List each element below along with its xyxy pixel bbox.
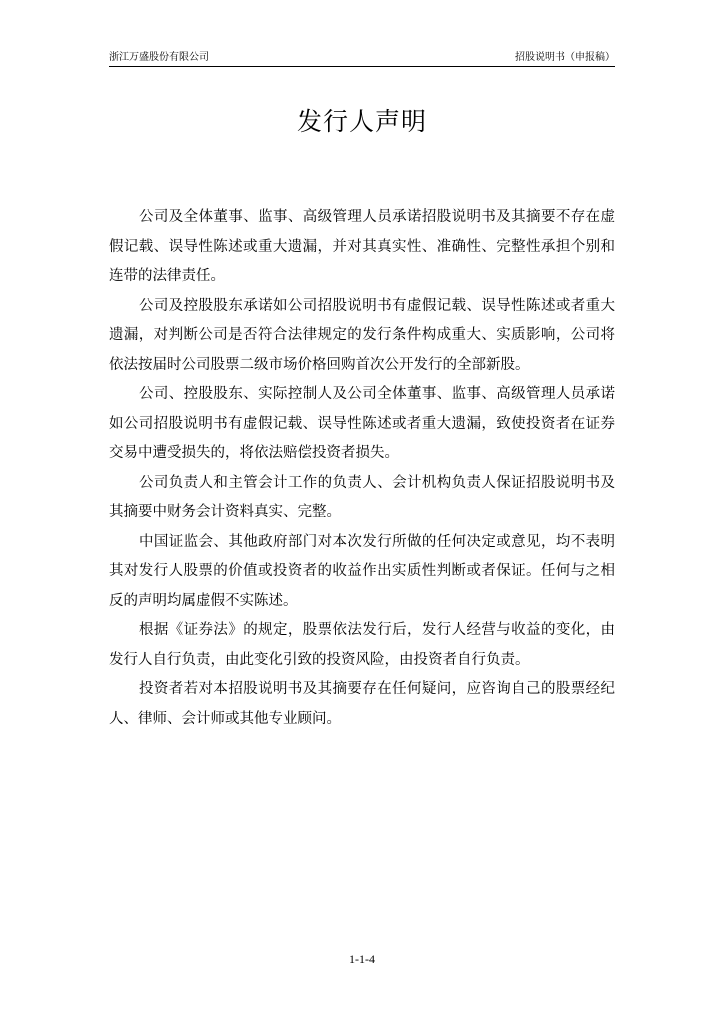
paragraph-buyback-undertaking: 公司及控股股东承诺如公司招股说明书有虚假记载、误导性陈述或者重大遗漏，对判断公司是否符合法律规定的发行条件构成重大、实质影响，公司将依法按届时公司股票二级市场价格回购首次公开发行的全部新股。 bbox=[109, 297, 615, 373]
paragraph-compensation-undertaking: 公司、控股股东、实际控制人及公司全体董事、监事、高级管理人员承诺如公司招股说明书有虚假记载、误导性陈述或者重大遗漏，致使投资者在证券交易中遭受损失的，将依法赔偿投资者损失。 bbox=[109, 386, 615, 461]
page-number: 1-1-4 bbox=[349, 952, 375, 966]
paragraph-directors-undertaking: 公司及全体董事、监事、高级管理人员承诺招股说明书及其摘要不存在虚假记载、误导性陈述或重大遗漏，并对其真实性、准确性、完整性承担个别和连带的法律责任。 bbox=[109, 209, 615, 284]
page-header bbox=[109, 52, 615, 67]
declaration-body bbox=[109, 203, 615, 734]
paragraph-csrc-disclaimer: 中国证监会、其他政府部门对本次发行所做的任何决定或意见，均不表明其对发行人股票的价值或投资者的收益作出实质性判断或者保证。任何与之相反的声明均属虚假不实陈述。 bbox=[109, 533, 615, 609]
page-title: 发行人声明 bbox=[296, 107, 427, 136]
paragraph-securities-law: 根据《证券法》的规定，股票依法发行后，发行人经营与收益的变化，由发行人自行负责，由此变化引致的投资风险，由投资者自行负责。 bbox=[109, 622, 615, 668]
paragraph-investor-advice: 投资者若对本招股说明书及其摘要存在任何疑问，应咨询自己的股票经纪人、律师、会计师或其他专业顾问。 bbox=[109, 681, 615, 727]
paragraph-financial-accuracy: 公司负责人和主管会计工作的负责人、会计机构负责人保证招股说明书及其摘要中财务会计资料真实、完整。 bbox=[109, 474, 615, 520]
header-company-name: 浙江万盛股份有限公司 bbox=[109, 52, 209, 63]
header-document-title: 招股说明书（申报稿） bbox=[515, 52, 615, 63]
